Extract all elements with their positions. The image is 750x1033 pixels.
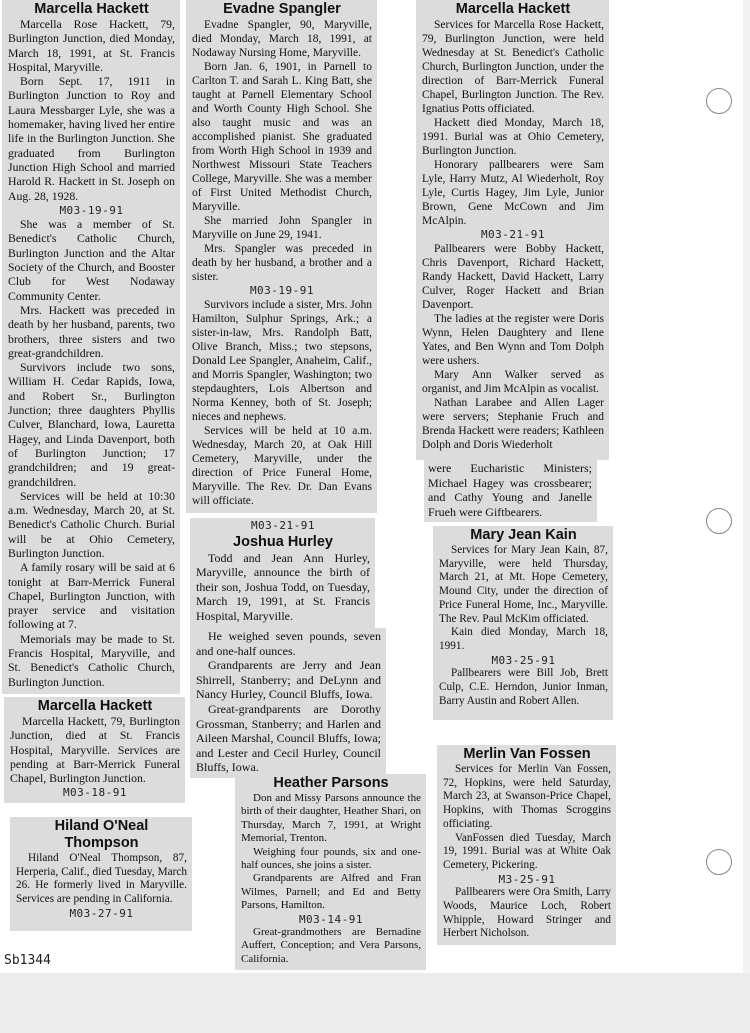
handwritten-date: M03-19-91 [249, 284, 315, 297]
scan-margin [0, 973, 750, 1033]
paragraph: The ladies at the register were Doris Wynn, Helen Daughtery and Ilene Yates, and Ben Wynn and Tom Dolph were ushers. [422, 313, 604, 367]
paragraph: VanFossen died Tuesday, March 19, 1991. Burial was at White Oak Cemetery, Pickering. [443, 831, 611, 871]
clipping-heather-parsons-birth [235, 774, 426, 970]
clipping-marcella-hackett-services-continued [424, 460, 597, 522]
paragraph: Pallbearers were Bobby Hackett, Chris Davenport, Richard Hackett, Randy Hackett, David Hackett, Larry Culver, Roger Hackett and Brian Davenport. [422, 243, 604, 311]
paragraph: Services for Marcella Rose Hackett, 79, Burlington Junction, were held Wednesday at St. Benedict's Catholic Church, Burlington Junction, under the direction of Barr-Merrick Funeral Chapel, Burlington Junction. The Rev. Ignatius Potts officiated. [422, 19, 604, 115]
clipping-title: Marcella Hackett [34, 1, 149, 17]
paragraph: Honorary pallbearers were Sam Lyle, Harry Mutz, Al Wiederholt, Roy Lyle, Curtis Hagey, Jim Lyle, Junior Brown, Gene McCown and Jim McAlpin. [422, 159, 604, 227]
paragraph: Services will be held at 10 a.m. Wednesday, March 20, at Oak Hill Cemetery, Maryville, under the direction of Price Funeral Home, Maryville. The Rev. Dr. Dan Evans will officiate. [192, 425, 372, 507]
paragraph: Mrs. Hackett was preceded in death by her husband, parents, two brothers, three sisters and two great-grandchildren. [8, 303, 175, 360]
clipping-mary-jean-kain-services [433, 526, 613, 720]
paragraph: Marcella Hackett, 79, Burlington Junction, died at St. Francis Hospital, Maryville. Services are pending at Barr-Merrick Funeral Chapel, Burlington Junction. [10, 715, 180, 786]
paragraph: Mary Ann Walker served as organist, and Jim McAlpin as vocalist. [422, 369, 604, 395]
clipping-title: Heather Parsons [273, 775, 389, 791]
paragraph: Hackett died Monday, March 18, 1991. Burial was at Ohio Cemetery, Burlington Junction. [422, 117, 604, 157]
clipping-title: Mary Jean Kain [470, 527, 577, 543]
handwritten-date: M03-21-91 [480, 228, 546, 241]
handwritten-date: M03-25-91 [491, 653, 556, 667]
handwritten-date: M3-25-91 [498, 872, 556, 886]
punch-hole-icon [706, 508, 732, 534]
handwritten-date: M03-19-91 [59, 203, 124, 217]
clipping-title: Evadne Spangler [223, 1, 341, 17]
paragraph: Grandparents are Jerry and Jean Shirrell, Stanberry; and DeLynn and Nancy Hurley, Council Bluffs, Iowa. [196, 658, 381, 702]
paragraph: Nathan Larabee and Allen Lager were servers; Stephanie Fruch and Brenda Hackett were readers; Kathleen Dolph and Doris Wiederholt [422, 397, 604, 451]
paragraph: Kain died Monday, March 18, 1991. [439, 626, 608, 652]
paragraph: Survivors include a sister, Mrs. John Hamilton, Sulphur Springs, Ark.; a sister-in-law, Mrs. Randolph Batt, Olive Branch, Miss.; two stepsons, Donald Lee Spangler, Anaheim, Calif., and Morris Spangler, Washington; two stepdaughters, Lois Albertson and Norma Kenney, both of St. Joseph; nieces and nephews. [192, 299, 372, 423]
clipping-merlin-van-fossen-services [437, 745, 616, 945]
paragraph: Hiland O'Neal Thompson, 87, Herperia, Calif., died Tuesday, March 26. He formerly lived in Maryville. Services are pending in California. [16, 852, 187, 906]
clipping-hiland-oneal-thompson-obituary [10, 817, 192, 931]
handwritten-date: M03-27-91 [69, 906, 134, 920]
paragraph: Todd and Jean Ann Hurley, Maryville, announce the birth of their son, Joshua Todd, on Tuesday, March 19, 1991, at St. Francis Hospital, Maryville. [196, 550, 370, 623]
clipping-title: Marcella Hackett [455, 1, 571, 17]
paragraph: He weighed seven pounds, seven and one-half ounces. [196, 629, 381, 658]
punch-hole-icon [706, 849, 732, 875]
paragraph: Born Jan. 6, 1901, in Parnell to Carlton T. and Sarah L. King Batt, she taught at Parnell Elementary School and Worth County High School. She also taught music and was an accomplished pianist. She graduated from Worth High School in 1939 and Northwest Missouri State Teachers College, Maryville. She was a member of First United Methodist Church, Maryville. [192, 61, 372, 213]
page-code: Sb1344 [4, 953, 51, 968]
paragraph: Marcella Rose Hackett, 79, Burlington Junction, died Monday, March 18, 1991, at St. Francis Hospital, Maryville. [8, 18, 175, 74]
clipping-title: Merlin Van Fossen [463, 746, 591, 762]
paragraph: Services will be held at 10:30 a.m. Wednesday, March 20, at St. Benedict's Catholic Church. Burial will be at Ohio Cemetery, Burlington Junction. [8, 489, 175, 560]
handwritten-date: M03-14-91 [298, 912, 364, 926]
punch-hole-icon [706, 88, 732, 114]
paragraph: Survivors include two sons, William H. Cedar Rapids, Iowa, and Robert Sr., Burlington Junction; three daughters Phyllis Culver, Blanchard, Iowa, Lauretta Hagey, and Linda Davenport, both of Burlington Junction; 17 grandchildren; and 19 great-grandchildren. [8, 361, 175, 489]
paragraph: Evadne Spangler, 90, Maryville, died Monday, March 18, 1991, at Nodaway Nursing Home, Maryville. [192, 19, 372, 59]
paragraph: She was a member of St. Benedict's Catholic Church, Burlington Junction and the Altar Society of the Church, and Booster Club for West Nodaway Community Center. [8, 218, 175, 303]
paragraph: Great-grandparents are Dorothy Grossman, Stanberry; and Harlen and Aileen Marshal, Council Bluffs, Iowa; and Lester and Cecil Hurley, Council Bluffs, Iowa. [196, 701, 381, 775]
paragraph: Great-grandmothers are Bernadine Auffert, Conception; and Vera Parsons, California. [241, 926, 421, 965]
clipping-marcella-hackett-services [416, 0, 609, 460]
handwritten-date: M03-21-91 [250, 519, 316, 532]
paragraph: Weighing four pounds, six and one-half ounces, she joins a sister. [241, 845, 421, 872]
paragraph: She married John Spangler in Maryville on June 29, 1941. [192, 215, 372, 241]
clipping-title: Hiland O'Neal Thompson [54, 818, 149, 851]
paragraph: Mrs. Spangler was preceded in death by her husband, a brother and a sister. [192, 243, 372, 283]
clipping-title: Marcella Hackett [37, 698, 153, 714]
paragraph: Memorials may be made to St. Francis Hospital, Maryville, and St. Benedict's Catholic Church, Burlington Junction. [8, 632, 175, 689]
paragraph: Pallbearers were Bill Job, Brett Culp, C.E. Herndon, Junior Inman, Barry Austin and Robert Allen. [439, 667, 608, 707]
paragraph: Services for Mary Jean Kain, 87, Maryville, were held Thursday, March 21, at Mt. Hope Cemetery, Mound City, under the direction of Price Funeral Home, Inc., Maryville. The Rev. Paul McKim officiated. [439, 544, 608, 625]
clipping-joshua-hurley-birth-continued [190, 628, 386, 778]
clipping-title: Joshua Hurley [233, 533, 333, 550]
paragraph: Services for Merlin Van Fossen, 72, Hopkins, were held Saturday, March 23, at Swanson-Price Chapel, Hopkins, with Thomas Scroggins officiating. [443, 763, 611, 830]
paragraph: A family rosary will be said at 6 tonight at Barr-Merrick Funeral Chapel, Burlington Junction, with prayer service and visitation following at 7. [8, 561, 175, 632]
paragraph: Don and Missy Parsons announce the birth of their daughter, Heather Shari, on Thursday, March 7, 1991, at Wright Memorial, Trenton. [241, 792, 421, 845]
clipping-marcella-hackett-obituary [2, 0, 180, 694]
handwritten-date: M03-18-91 [62, 786, 128, 800]
clipping-evadne-spangler-obituary [186, 0, 377, 513]
clipping-joshua-hurley-birth [190, 518, 375, 628]
paragraph: Pallbearers were Ora Smith, Larry Woods, Maurice Loch, Robert Whipple, Howard Stringer and Herbert Nicholson. [443, 886, 611, 940]
paragraph: Born Sept. 17, 1911 in Burlington Junction to Roy and Laura Messbarger Lyle, she was a homemaker, having lived her entire life in the Burlington Junction. She graduated from Burlington Junction High School and married Harold R. Hackett in St. Joseph on Aug. 28, 1928. [8, 75, 175, 203]
paragraph: were Eucharistic Ministers; Michael Hagey was crossbearer; and Cathy Young and Janelle Frueh were Giftbearers. [428, 461, 592, 519]
paragraph: Grandparents are Alfred and Fran Wilmes, Parnell; and Ed and Betty Parsons, Hamilton. [241, 872, 421, 912]
clipping-marcella-hackett-notice [4, 697, 185, 803]
